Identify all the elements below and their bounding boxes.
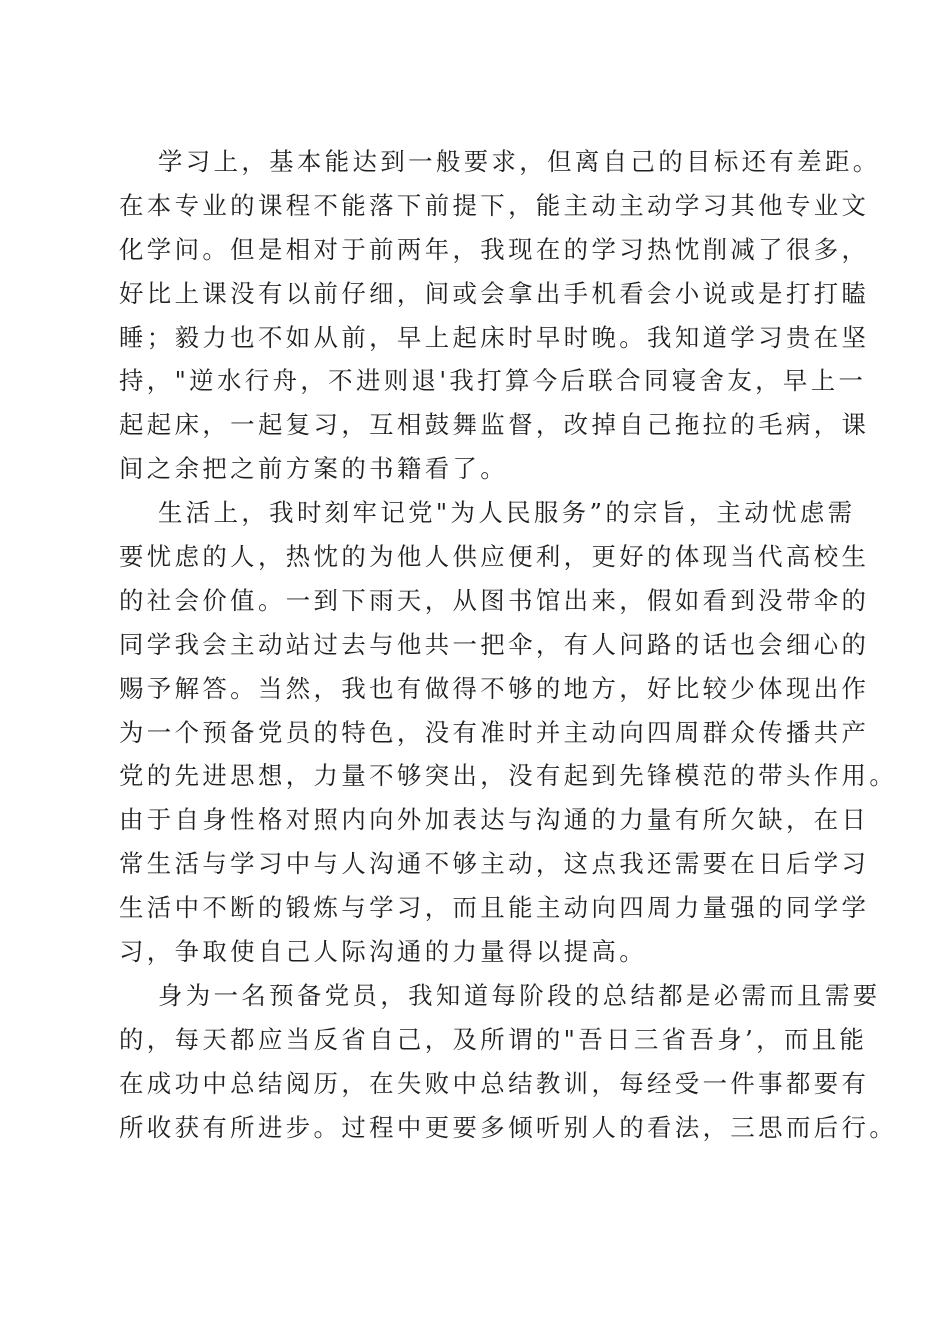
text-line: 常生活与学习中与人沟通不够主动，这点我还需要在日后学习 [119, 849, 870, 879]
text-line: 起起床，一起复习，互相鼓舞监督，改掉自己拖拉的毛病，课 [119, 410, 870, 440]
text-line: 要忧虑的人，热忱的为他人供应便利，更好的体现当代高校生 [119, 542, 870, 572]
text-line: 在成功中总结阅历，在失败中总结教训，每经受一件事都要有 [119, 1068, 870, 1098]
text-line: 习，争取使自己人际沟通的力量得以提高。 [119, 937, 648, 967]
text-line: 好比上课没有以前仔细，间或会拿出手机看会小说或是打打瞌 [119, 278, 870, 308]
text-line: 间之余把之前方案的书籍看了。 [119, 454, 509, 484]
paragraph-summary [119, 974, 898, 1150]
text-line: 的，每天都应当反省自己，及所谓的"吾日三省吾身’，而且能 [119, 1024, 868, 1054]
text-line: 所收获有所进步。过程中更要多倾听别人的看法，三思而后行。 [119, 1112, 898, 1142]
paragraph-life [119, 491, 898, 974]
document-body [119, 140, 898, 1149]
text-line: 由于自身性格对照内向外加表达与沟通的力量有所欠缺，在日 [119, 805, 870, 835]
text-line: 同学我会主动站过去与他共一把伞，有人问路的话也会细心的 [119, 629, 870, 659]
text-line: 身为一名预备党员，我知道每阶段的总结都是必需而且需要 [158, 980, 881, 1010]
text-line: 赐予解答。当然，我也有做得不够的地方，好比较少体现出作 [119, 673, 870, 703]
text-line: 生活上，我时刻牢记党"为人民服务”的宗旨，主动忧虑需 [158, 498, 856, 528]
text-line: 的社会价值。一到下雨天，从图书馆出来，假如看到没带伞的 [119, 585, 870, 615]
text-line: 在本专业的课程不能落下前提下，能主动主动学习其他专业文 [119, 190, 870, 220]
text-line: 睡；毅力也不如从前，早上起床时早时晚。我知道学习贵在坚 [119, 322, 870, 352]
text-line: 学习上，基本能达到一般要求，但离自己的目标还有差距。 [158, 147, 881, 176]
text-line: 生活中不断的锻炼与学习，而且能主动向四周力量强的同学学 [119, 893, 870, 923]
text-line: 持，"逆水行舟，不进则退'我打算今后联合同寝舍友，早上一 [119, 366, 867, 396]
paragraph-study [119, 140, 881, 491]
text-line: 为一个预备党员的特色，没有准时并主动向四周群众传播共产 [119, 717, 870, 747]
text-line: 化学问。但是相对于前两年，我现在的学习热忱削减了很多， [119, 234, 870, 264]
text-line: 党的先进思想，力量不够突出，没有起到先锋模范的带头作用。 [119, 761, 898, 791]
